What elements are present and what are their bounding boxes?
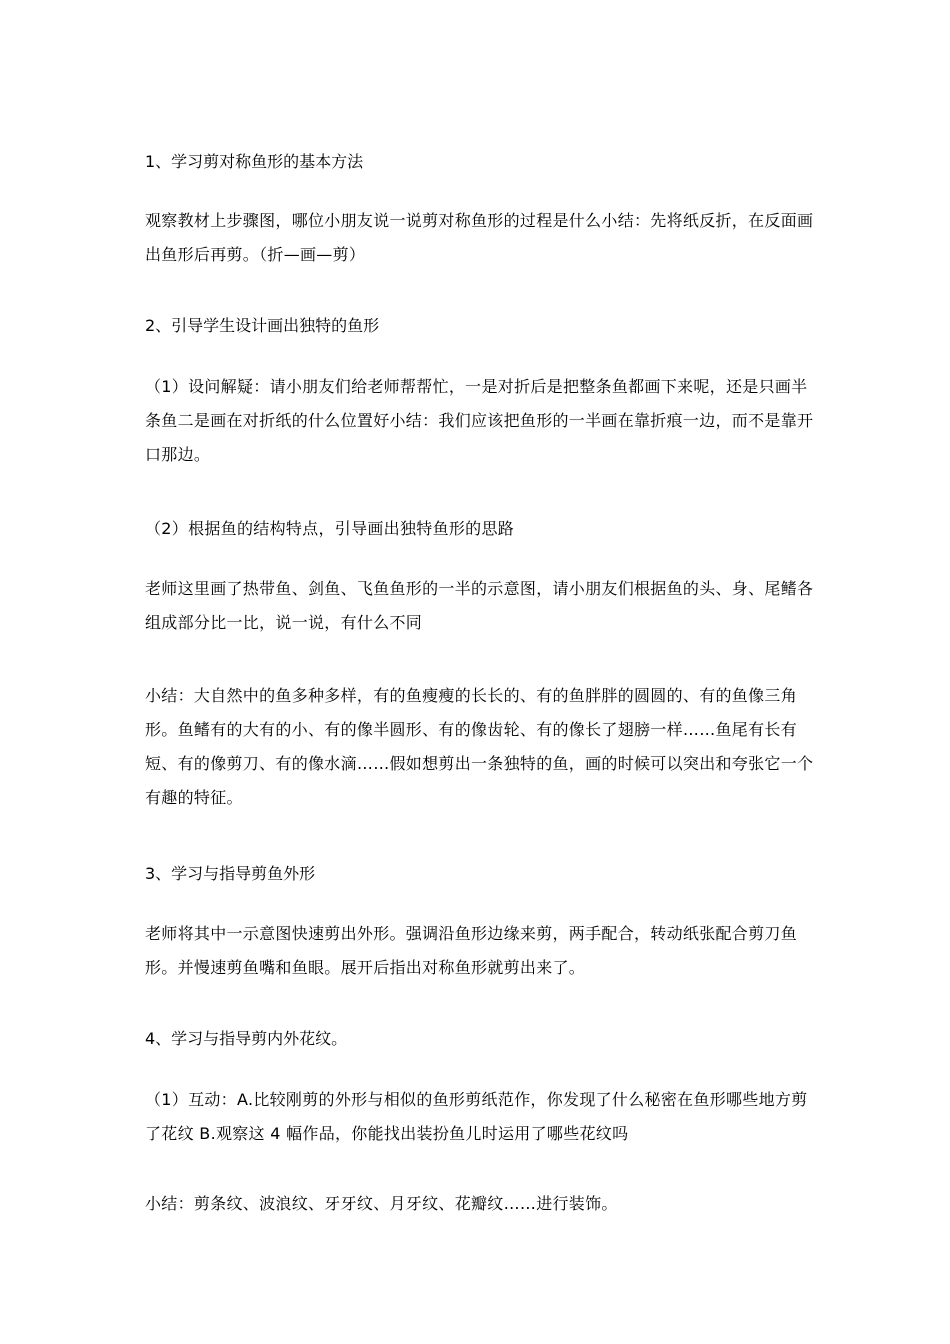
section-heading-2: 2、引导学生设计画出独特的鱼形 bbox=[145, 316, 380, 335]
section-heading-4: 4、学习与指导剪内外花纹。 bbox=[145, 1029, 348, 1048]
paragraph-question-1: （1）设问解疑：请小朋友们给老师帮帮忙，一是对折后是把整条鱼都画下来呢，还是只画半条鱼二是画在对折纸的什么位置好小结：我们应该把鱼形的一半画在靠折痕一边，而不是靠开口那边。 bbox=[145, 377, 814, 464]
section-heading-1: 1、学习剪对称鱼形的基本方法 bbox=[145, 152, 364, 171]
paragraph-interaction: （1）互动：A.比较刚剪的外形与相似的鱼形剪纸范作，你发现了什么秘密在鱼形哪些地方剪了花纹 B.观察这 4 幅作品，你能找出装扮鱼儿时运用了哪些花纹吗 bbox=[145, 1090, 808, 1143]
paragraph-cut-outline: 老师将其中一示意图快速剪出外形。强调沿鱼形边缘来剪，两手配合，转动纸张配合剪刀鱼形。并慢速剪鱼嘴和鱼眼。展开后指出对称鱼形就剪出来了。 bbox=[145, 924, 798, 977]
paragraph-question-2: （2）根据鱼的结构特点，引导画出独特鱼形的思路 bbox=[145, 519, 515, 538]
paragraph-summary-patterns: 小结：剪条纹、波浪纹、牙牙纹、月牙纹、花瓣纹……进行装饰。 bbox=[145, 1194, 618, 1213]
paragraph-fish-diagram: 老师这里画了热带鱼、剑鱼、飞鱼鱼形的一半的示意图，请小朋友们根据鱼的头、身、尾鳍各组成部分比一比，说一说，有什么不同 bbox=[145, 579, 814, 632]
paragraph-summary-fish: 小结：大自然中的鱼多种多样，有的鱼瘦瘦的长长的、有的鱼胖胖的圆圆的、有的鱼像三角形。鱼鳍有的大有的小、有的像半圆形、有的像齿轮、有的像长了翅膀一样……鱼尾有长有短、有的像剪刀、有的像水滴……假如想剪出一条独特的鱼，画的时候可以突出和夸张它一个有趣的特征。 bbox=[145, 686, 814, 807]
section-heading-3: 3、学习与指导剪鱼外形 bbox=[145, 864, 316, 883]
paragraph-observe-steps: 观察教材上步骤图，哪位小朋友说一说剪对称鱼形的过程是什么小结：先将纸反折，在反面画出鱼形后再剪。（折—画—剪） bbox=[145, 211, 814, 264]
